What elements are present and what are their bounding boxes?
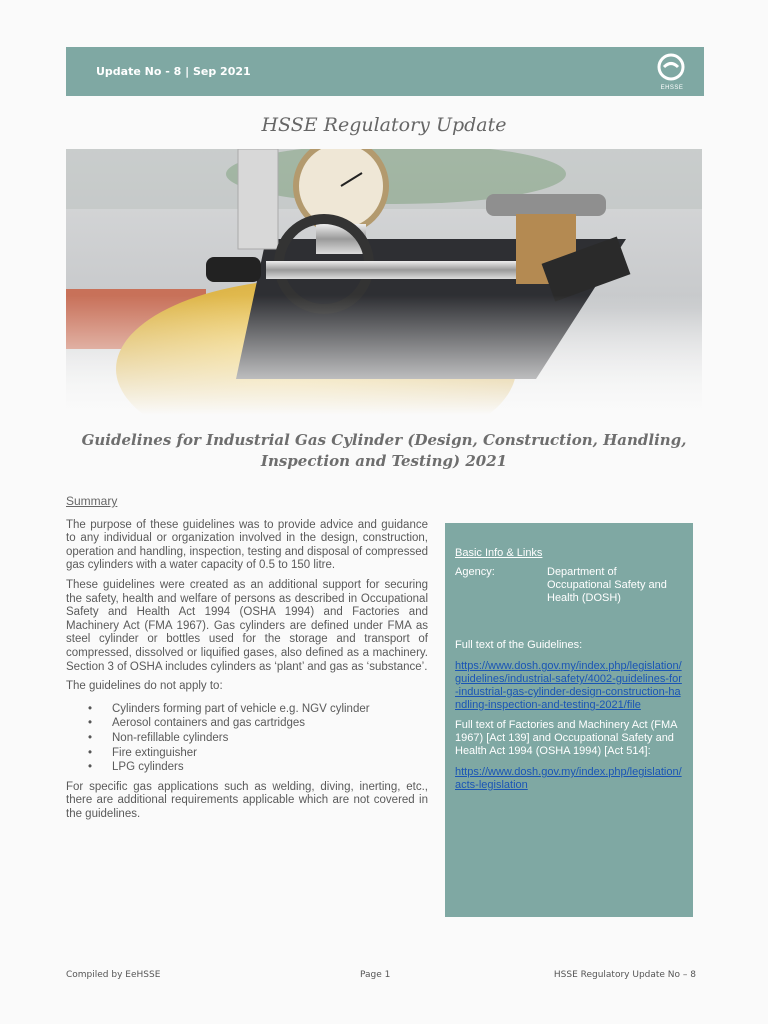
acts-legislation-link[interactable]: https://www.dosh.gov.my/index.php/legislation/acts-legislation <box>455 766 682 791</box>
gas-cylinder-regulator-photo-icon <box>66 149 702 415</box>
list-item: • Aerosol containers and gas cartridges <box>88 716 428 731</box>
subtitle-line-2: Inspection and Testing) 2021 <box>260 452 508 470</box>
footer-compiled: Compiled by EeHSSE <box>66 970 161 980</box>
list-item: • LPG cylinders <box>88 760 428 775</box>
hero-image <box>66 149 702 415</box>
summary-paragraph: The purpose of these guidelines was to provide advice and guidance to any individual or organization involved in the design, construction, operation and handling, inspection, testing and disposal of compressed gas cylinders with a water capacity of 0.5 to 150 litre. <box>66 518 428 572</box>
list-item: • Fire extinguisher <box>88 746 428 761</box>
page-title: HSSE Regulatory Update <box>261 114 507 136</box>
header-band <box>66 47 704 96</box>
fulltext-label: Full text of the Guidelines: <box>455 639 583 651</box>
summary-paragraph: The guidelines do not apply to: <box>66 680 223 693</box>
summary-section <box>66 495 428 827</box>
agency-value: Department of Occupational Safety and Health (DOSH) <box>547 566 667 604</box>
summary-heading: Summary <box>66 494 118 508</box>
agency-row <box>455 566 683 605</box>
info-heading: Basic Info & Links <box>455 547 543 559</box>
guidelines-link[interactable]: https://www.dosh.gov.my/index.php/legislation/guidelines/industrial-safety/4002-guidelines-for-industrial-gas-cylinder-design-construction-handling-inspection-and-testing-2021/file <box>455 660 682 711</box>
summary-paragraph: These guidelines were created as an additional support for securing the safety, health and welfare of persons as described in Occupational Safety and Health Act 1994 (OSHA 1994) and Factories and Machinery Act (FMA 1967). Gas cylinders are defined under FMA as steel cylinder or bottles used for the storage and transport of compressed, dissolved or liquified gases, also defined as a machinery. Section 3 of OSHA includes cylinders as ‘plant’ and gas as ‘substance’. <box>66 578 428 673</box>
logo-text: EHSSE <box>660 85 684 91</box>
agency-label: Agency: <box>455 566 495 578</box>
subtitle-line-1: Guidelines for Industrial Gas Cylinder (Design, Construction, Handling, <box>81 431 687 449</box>
footer-issue-label: HSSE Regulatory Update No – 8 <box>553 970 696 980</box>
fma-label: Full text of Factories and Machinery Act (FMA 1967) [Act 139] and Occupational Safety and Health Act 1994 (OSHA 1994) [Act 514]: <box>455 719 677 757</box>
article-subtitle <box>66 430 702 472</box>
update-number-label: Update No - 8 | Sep 2021 <box>96 65 251 78</box>
list-item: • Cylinders forming part of vehicle e.g. NGV cylinder <box>88 702 428 717</box>
company-logo-icon <box>656 53 688 91</box>
exclusions-list <box>88 702 428 775</box>
basic-info-box <box>445 523 693 917</box>
list-item: • Non-refillable cylinders <box>88 731 428 746</box>
footer-page-number: Page 1 <box>360 970 391 980</box>
summary-closing: For specific gas applications such as welding, diving, inerting, etc., there are additional requirements applicable which are not covered in the guidelines. <box>66 780 428 820</box>
